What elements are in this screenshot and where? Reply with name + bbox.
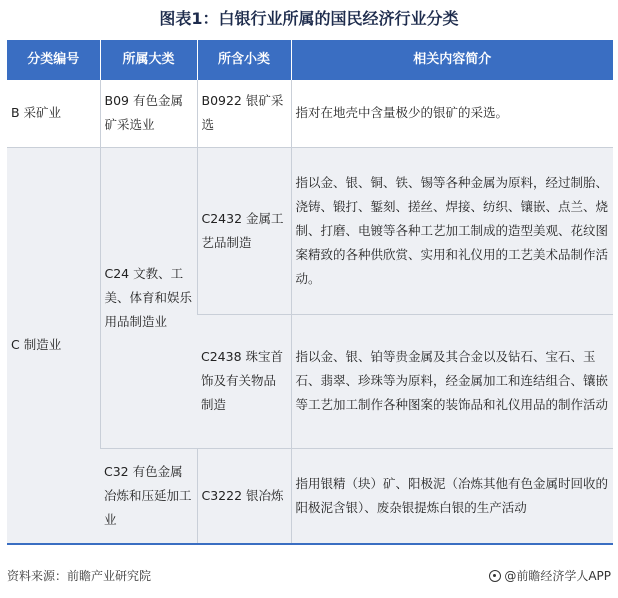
cell-code: C 制造业 [7,147,100,544]
cell-major: C24 文教、工美、体育和娱乐用品制造业 [100,147,197,448]
header-major: 所属大类 [100,40,197,80]
brand-text: @前瞻经济学人APP [504,569,611,583]
industry-classification-table [7,40,613,545]
header-code: 分类编号 [7,40,100,80]
cell-major: B09 有色金属矿采选业 [100,80,197,147]
table-header-row [7,40,613,80]
header-desc: 相关内容简介 [291,40,613,80]
cell-major: C32 有色金属冶炼和压延加工业 [100,448,197,544]
cell-desc: 指用银精（块）矿、阳极泥（冶炼其他有色金属时回收的阳极泥含银）、废杂银提炼白银的生产活动 [291,448,613,544]
chart-title: 图表1：白银行业所属的国民经济行业分类 [159,9,459,28]
brand-credit [489,568,611,584]
source-note: 资料来源：前瞻产业研究院 [7,569,152,583]
cell-minor: B0922 银矿采选 [197,80,291,147]
qianzhan-logo-icon [489,570,501,582]
cell-desc: 指以金、银、铂等贵金属及其合金以及钻石、宝石、玉石、翡翠、珍珠等为原料，经金属加工和连结组合、镶嵌等工艺加工制作各种图案的装饰品和礼仪用品的制作活动 [291,314,613,448]
table-row [7,80,613,147]
cell-desc: 指对在地壳中含量极少的银矿的采选。 [291,80,613,147]
cell-code: B 采矿业 [7,80,100,147]
cell-minor: C2432 金属工艺品制造 [197,147,291,314]
header-minor: 所含小类 [197,40,291,80]
cell-desc: 指以金、银、铜、铁、锡等各种金属为原料，经过制胎、浇铸、锻打、錾刻、搓丝、焊接、纺织、镶嵌、点兰、烧制、打磨、电镀等各种工艺加工制成的造型美观、花纹图案精致的各种供欣赏、实用和礼仪用的工艺美术品制作活动。 [291,147,613,314]
cell-minor: C3222 银冶炼 [197,448,291,544]
cell-minor: C2438 珠宝首饰及有关物品制造 [197,314,291,448]
table-row [7,147,613,314]
